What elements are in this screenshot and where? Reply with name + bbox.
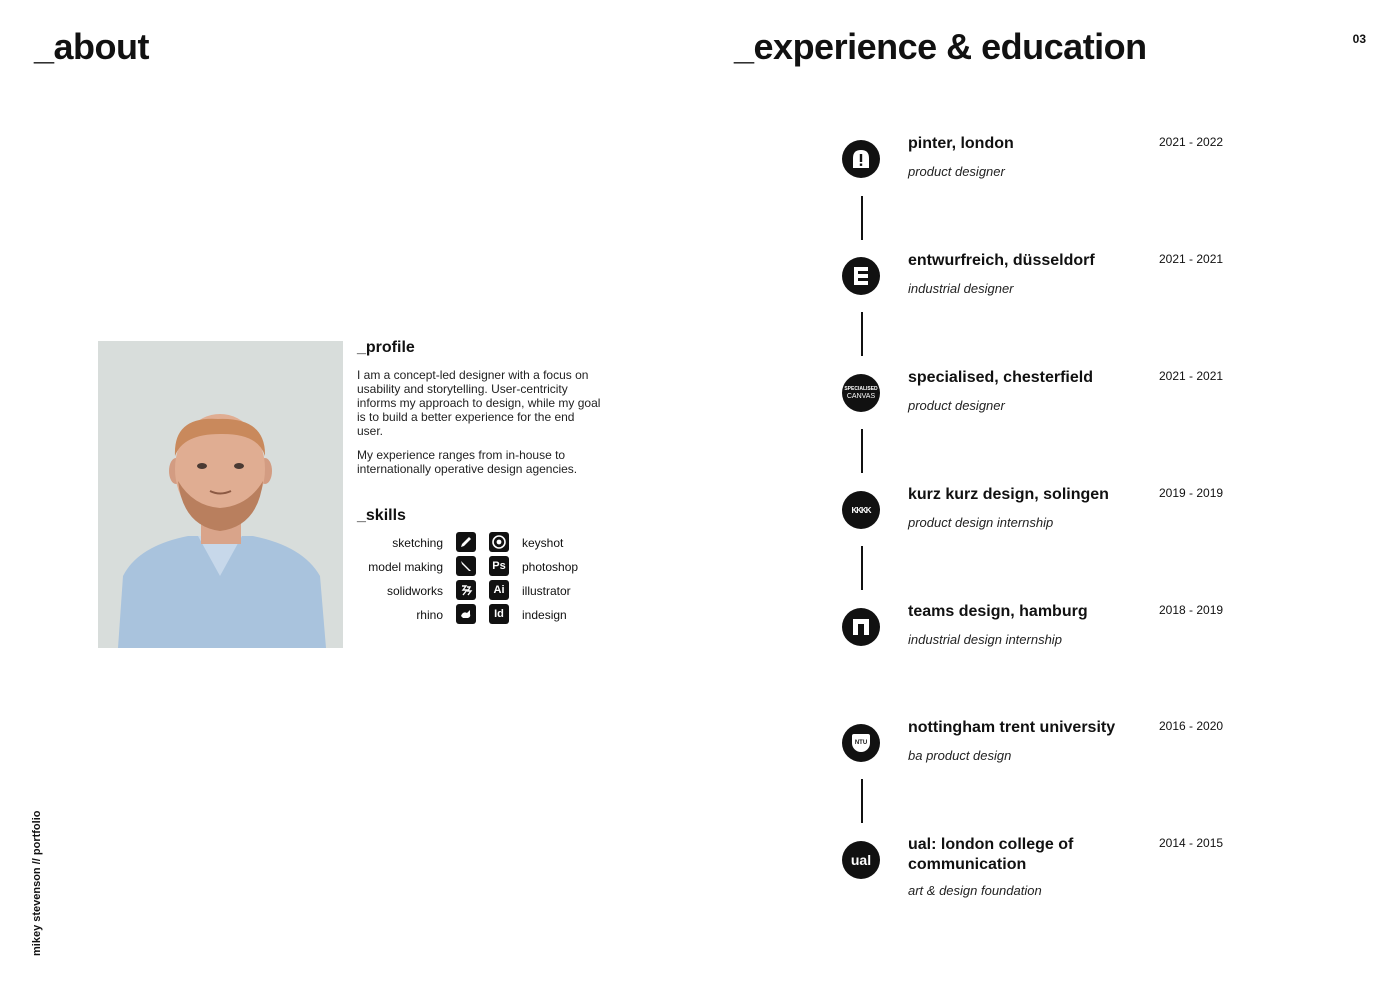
ual-logo-icon: ual [842,841,880,879]
timeline-org: nottingham trent university [908,719,1116,736]
timeline-role: product designer [908,398,1005,413]
skill-name: photoshop [522,560,579,574]
kurz-kurz-logo-icon: KKKK [842,491,880,529]
about-title: _about [34,26,150,67]
timeline-years: 2014 - 2015 [1159,836,1224,850]
profile-photo [98,341,343,648]
skill-name: solidworks [386,584,443,598]
indesign-icon: Id [489,604,509,624]
timeline-connector [861,196,863,240]
timeline-org: ual: london college of communication [908,836,1074,873]
keyshot-icon [489,532,509,552]
timeline-role: ba product design [908,748,1012,763]
profile-paragraph-1: I am a concept-led designer with a focus on usability and storytelling. User-centricity informs my approach to design, while my goal is to build a better experience for the end user. [357,368,601,438]
photoshop-icon: Ps [489,556,509,576]
skill-row [357,580,617,604]
profile-heading: _profile [357,339,415,356]
illustrator-icon: Ai [489,580,509,600]
timeline-org: pinter, london [908,135,1014,152]
skills-heading: _skills [357,507,406,524]
timeline-years: 2021 - 2021 [1159,369,1224,383]
pinter-logo-icon [842,140,880,178]
pen-icon [456,532,476,552]
timeline-role: industrial designer [908,281,1014,296]
knife-icon [456,556,476,576]
timeline-years: 2018 - 2019 [1159,603,1224,617]
profile-paragraph-2: My experience ranges from in-house to internationally operative design agencies. [357,448,578,476]
teams-logo-icon [842,608,880,646]
timeline-org: kurz kurz design, solingen [908,486,1109,503]
timeline-connector [861,312,863,356]
experience-title: _experience & education [734,26,1147,67]
specialised-canvas-logo-icon [842,374,880,412]
skill-name: rhino [416,608,443,622]
skill-name: model making [368,560,443,574]
skill-name: keyshot [522,536,564,550]
ntu-logo-icon [842,724,880,762]
timeline-years: 2021 - 2022 [1159,135,1224,149]
timeline-years: 2019 - 2019 [1159,486,1224,500]
page-number: 03 [1352,32,1366,46]
timeline-role: industrial design internship [908,632,1062,647]
solidworks-icon [456,580,476,600]
logo-text: CANVAS [846,393,876,400]
timeline-connector [861,429,863,473]
skill-row [357,556,617,580]
timeline-org: teams design, hamburg [908,603,1088,620]
timeline-connector [861,546,863,590]
skill-row [357,532,617,556]
skill-name: indesign [522,608,567,622]
skill-row [357,604,617,628]
rhino-icon [456,604,476,624]
skills-list [357,532,617,628]
timeline-org: entwurfreich, düsseldorf [908,252,1095,269]
side-label: mikey stevenson // portfolio [31,810,43,956]
timeline-years: 2016 - 2020 [1159,719,1224,733]
timeline-role: art & design foundation [908,883,1042,898]
timeline-role: product designer [908,164,1005,179]
entwurfreich-logo-icon [842,257,880,295]
timeline-years: 2021 - 2021 [1159,252,1224,266]
logo-text: SPECIALISED [844,386,878,392]
skill-name: sketching [392,536,443,550]
timeline-role: product design internship [908,515,1054,530]
skill-name: illustrator [522,584,571,598]
timeline-connector [861,779,863,823]
timeline-org: specialised, chesterfield [908,369,1093,386]
logo-text: NTU [852,734,870,752]
